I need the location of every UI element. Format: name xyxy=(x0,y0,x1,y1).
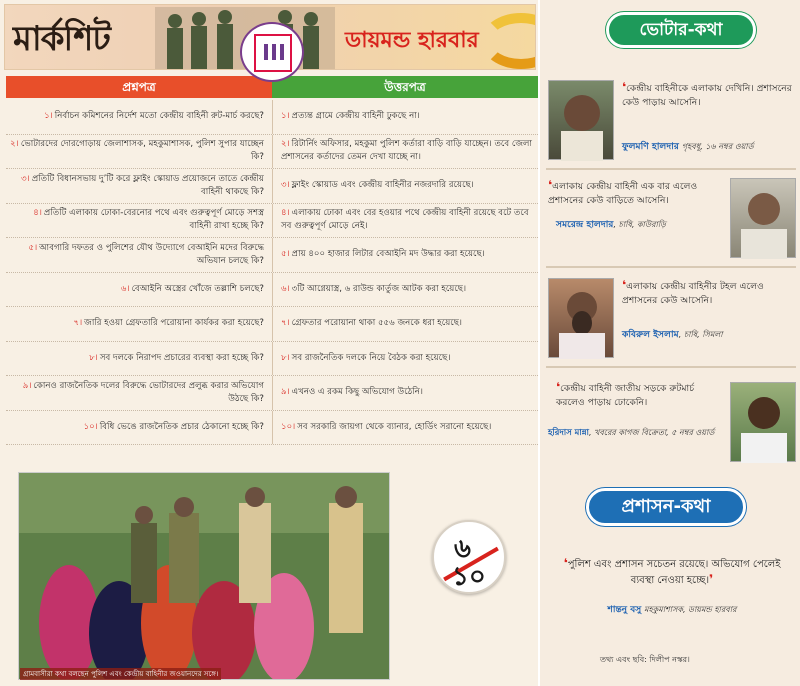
table-row xyxy=(6,376,538,411)
voter-name: সমরেন্দ্র হালদার xyxy=(556,219,614,230)
answer-cell: ৯। এখনও এ রকম কিছু অভিযোগ উঠেনি। xyxy=(272,376,538,410)
admin-name: শান্তনু বসু xyxy=(607,605,642,615)
table-row xyxy=(6,411,538,446)
answer-cell: ৫। প্রায় ৪০০ হাজার লিটার বেআইনি মদ উদ্ধার করা হয়েছে। xyxy=(272,238,538,272)
voter-attribution: সমরেন্দ্র হালদার, চাষি, কাউরাড়ি xyxy=(556,219,666,230)
answer-cell: ২। রিটার্নিং অফিসার, মহকুমা পুলিশ কর্তারা বাড়ি বাড়ি যাচ্ছেন। তবে জেলা প্রশাসনের কর্তাদের তেমন দেখা যাচ্ছে না। xyxy=(272,135,538,169)
photo-credit: তথ্য এবং ছবি: দিলীপ নস্কর। xyxy=(600,655,690,664)
voter-card xyxy=(546,272,796,368)
question-cell: ৮। সব দলকে নিরাপদ প্রচারের ব্যবস্থা করা হচ্ছে কি? xyxy=(89,352,264,363)
voter-card xyxy=(546,74,796,170)
answer-cell: ১। প্রত্যন্ত গ্রামে কেন্দ্রীয় বাহিনী ঢুকছে না। xyxy=(272,100,538,134)
score-obtained: ৬ xyxy=(454,534,471,564)
election-commission-logo xyxy=(240,22,304,82)
admin-quote: ❛পুলিশ এবং প্রশাসন সচেতন রয়েছে। অভিযোগ পেলেই ব্যবস্থা নেওয়া হচ্ছে।❜ xyxy=(563,556,781,586)
question-cell: ৫। আবগারি দফতর ও পুলিশের যৌথ উদ্যোগে বেআইনি মদের বিরুদ্ধে অভিযান চলছে কি? xyxy=(28,242,264,266)
voter-header: ভোটার-কথা xyxy=(606,12,756,48)
voter-photo xyxy=(548,80,614,160)
answer-cell: ৪। এলাকায় ঢোকা এবং বের হওয়ার পথে কেন্দ্রীয় বাহিনী রয়েছে বটে তবে সব গুরুত্বপূর্ণ মোড়ে নেই। xyxy=(272,204,538,238)
question-cell: ৪। প্রতিটি এলাকায় ঢোকা-বেরনোর পথে এবং গুরুত্বপূর্ণ মোড়ে সশস্ত্র বাহিনী রাখা হচ্ছে কি? xyxy=(33,208,264,232)
question-cell: ৯। কোনও রাজনৈতিক দলের বিরুদ্ধে ভোটারদের প্রলুব্ধ করার অভিযোগ উঠছে কি? xyxy=(22,380,264,404)
voter-quote: ❛কেন্দ্রীয় বাহিনীকে এলাকায় দেখিনি। প্রশাসনের কেউ পাড়ায় আসেনি। xyxy=(622,80,792,108)
voices-panel xyxy=(540,0,800,686)
voter-photo xyxy=(730,382,796,462)
admin-attribution xyxy=(554,602,790,617)
table-row xyxy=(6,204,538,239)
voter-quote: ❛এলাকায় কেন্দ্রীয় বাহিনীর টহল এলেও প্রশাসনের কেউ আসেনি। xyxy=(622,278,764,306)
voter-desc: চাষি, সিমলা xyxy=(683,330,723,339)
voter-quote: ❛এলাকায় কেন্দ্রীয় বাহিনী এক বার এলেও প্রশাসনের কেউ বাড়িতে আসেনি। xyxy=(548,178,698,206)
place-title: ডায়মন্ড হারবার xyxy=(345,28,479,53)
table-row xyxy=(6,100,538,135)
answer-cell: ৭। গ্রেফতার পরোয়ানা থাকা ৫৫৬ জনকে ধরা হয়েছে। xyxy=(272,307,538,341)
voter-quote: ❛কেন্দ্রীয় বাহিনী জাতীয় সড়কে রুটমার্চ করলেও পাড়ায় ঢোকেনি। xyxy=(556,380,695,408)
table-row xyxy=(6,238,538,273)
voter-attribution: হরিদাস মান্না, খবরের কাগজ বিক্রেতা, ৫ নম্বর ওয়ার্ড xyxy=(548,427,715,437)
question-cell: ২। ভোটারদের দোরগোড়ায় জেলাশাসক, মহকুমাশাসক, পুলিশ সুপার যাচ্ছেন কি? xyxy=(10,139,264,163)
villagers-photo xyxy=(18,472,390,680)
qa-table xyxy=(6,100,538,445)
question-cell: ৬। বেআইনি অস্ত্রের খোঁজে তল্লাশি চলছে? xyxy=(120,283,264,294)
answer-cell: ১০। সব সরকারি জায়গা থেকে ব্যানার, হোর্ডিং সরানো হয়েছে। xyxy=(272,411,538,445)
voter-attribution: কবিরুল ইসলাম, চাষি, সিমলা xyxy=(622,329,723,340)
table-row xyxy=(6,307,538,342)
questions-header: প্রশ্নপত্র xyxy=(6,76,272,98)
question-cell: ৩। প্রতিটি বিধানসভায় দু’টি করে ফ্লাইং স্কোয়াড প্রয়োজনে তাতে কেন্দ্রীয় বাহিনী থাকছে কি? xyxy=(21,173,264,197)
voter-photo xyxy=(548,278,614,358)
admin-desc: মহকুমাশাসক, ডায়মন্ড হারবার xyxy=(644,605,737,614)
table-row xyxy=(6,273,538,308)
table-row xyxy=(6,342,538,377)
banner-title: মার্কশিট xyxy=(13,19,110,59)
admin-header: প্রশাসন-কথা xyxy=(586,488,746,526)
answers-header: উত্তরপত্র xyxy=(272,76,538,98)
score-total: ১০ xyxy=(452,562,486,592)
answer-cell: ৬। ৩টি আগ্নেয়াস্ত্র, ৬ রাউন্ড কার্তুজ আটক করা হয়েছে। xyxy=(272,273,538,307)
table-row xyxy=(6,135,538,170)
question-cell: ১। নির্বাচন কমিশনের নির্দেশ মতো কেন্দ্রীয় বাহিনী রুট-মার্চ করছে? xyxy=(44,111,264,122)
photo-caption: গ্রামবাসীরা কথা বলছেন পুলিশ এবং কেন্দ্রীয় বাহিনীর জওয়ানদের সঙ্গে। xyxy=(20,668,221,680)
question-cell: ৭। জারি হওয়া গ্রেফতারি পরোয়ানা কার্যকর করা হয়েছে? xyxy=(73,318,264,329)
voter-name: কবিরুল ইসলাম xyxy=(622,329,679,340)
place-label xyxy=(331,19,536,61)
voter-desc: গৃহবধূ, ১৬ নম্বর ওয়ার্ড xyxy=(681,142,754,151)
voter-desc: চাষি, কাউরাড়ি xyxy=(618,220,666,229)
voter-attribution xyxy=(622,140,794,153)
answer-cell: ৮। সব রাজনৈতিক দলকে নিয়ে বৈঠক করা হয়েছে। xyxy=(272,342,538,376)
voter-name: ফুলমণি হালদার xyxy=(622,141,679,152)
answer-cell: ৩। ফ্লাইং স্কোয়াড এবং কেন্দ্রীয় বাহিনীর নজরদারি রয়েছে। xyxy=(272,169,538,203)
voter-desc: খবরের কাগজ বিক্রেতা, ৫ নম্বর ওয়ার্ড xyxy=(594,428,715,437)
table-row xyxy=(6,169,538,204)
voter-name: হরিদাস মান্না xyxy=(548,427,589,437)
score-badge xyxy=(432,520,506,594)
voter-card xyxy=(546,374,796,470)
voter-card xyxy=(546,172,796,268)
voter-photo xyxy=(730,178,796,258)
question-cell: ১০। বিধি ভেঙে রাজনৈতিক প্রচার ঠেকানো হচ্ছে কি? xyxy=(83,421,264,432)
swirl-decoration xyxy=(481,13,536,69)
